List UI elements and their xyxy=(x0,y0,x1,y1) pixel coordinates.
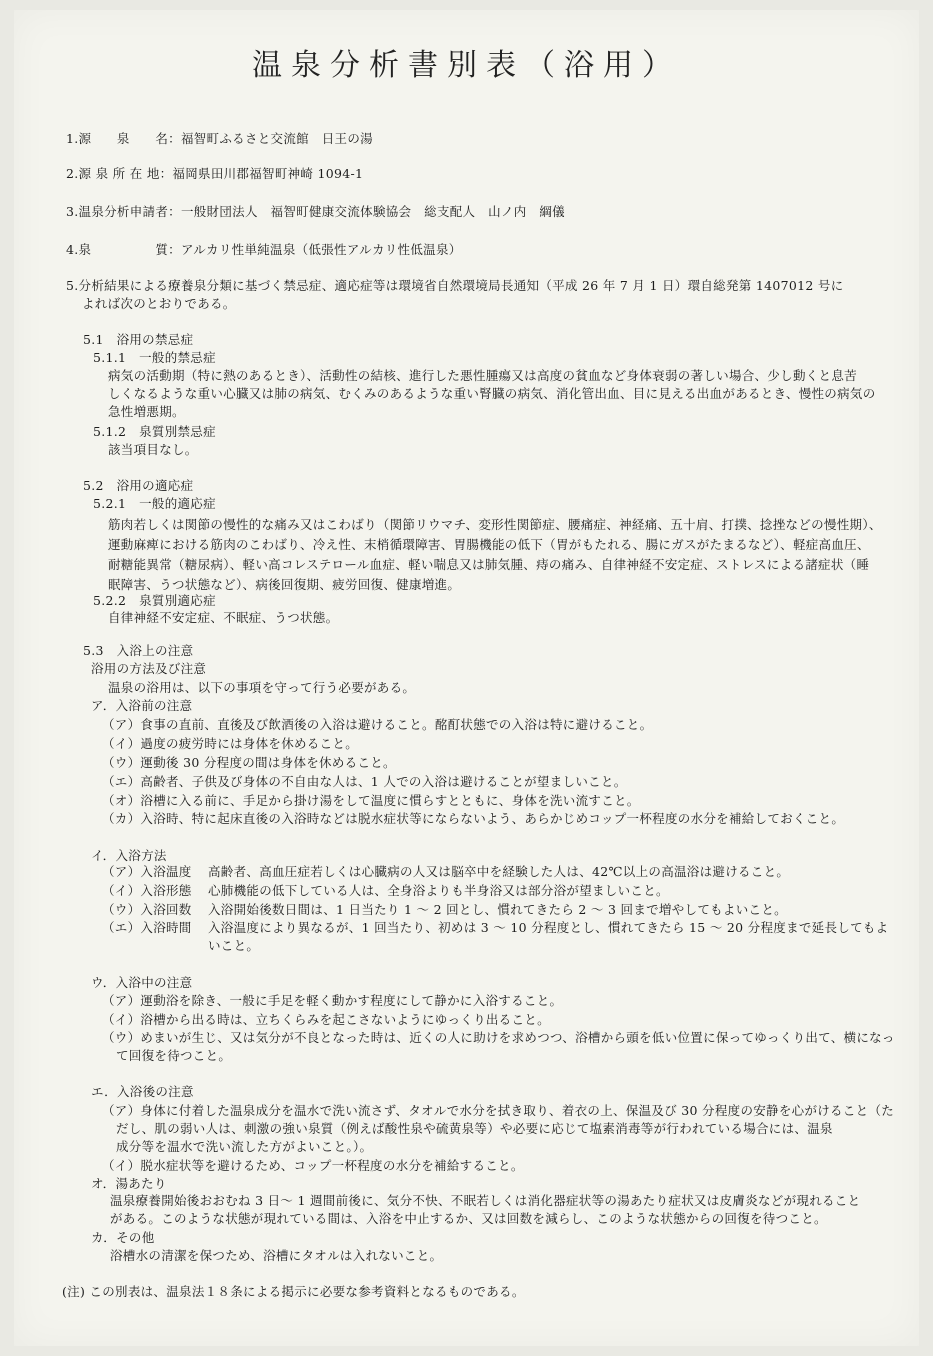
section-5-2-2-heading: 5.2.2 泉質別適応症 xyxy=(93,593,216,608)
section-5-1-1-line-3: 急性増悪期。 xyxy=(108,404,185,419)
after-bath-item-1-line-2: だし、肌の弱い人は、刺激の強い泉質（例えば酸性泉や硫黄泉等）や必要に応じて塩素消毒等が行われている場合には、温泉 xyxy=(116,1121,833,1136)
section-5-1-2-line: 該当項目なし。 xyxy=(108,442,198,457)
bathing-method-text-2: 心肺機能の低下している人は、全身浴よりも半身浴又は部分浴が望ましいこと。 xyxy=(208,883,669,898)
section-5-1-1-heading: 5.1.1 一般的禁忌症 xyxy=(93,350,216,365)
bathing-method-subheading: イ．入浴方法 xyxy=(91,848,167,863)
document-title: 温泉分析書別表（浴用） xyxy=(252,48,681,83)
before-bath-item-1: （ア）食事の直前、直後及び飲酒後の入浴は避けること。酩酊状態での入浴は特に避けること。 xyxy=(102,717,653,732)
header-label-3: 3.温泉分析申請者： xyxy=(66,204,181,219)
bath-sickness-line-2: がある。このような状態が現れている間は、入浴を中止するか、又は回数を減らし、このような状態からの回復を待つこと。 xyxy=(110,1211,827,1226)
section-5-2-heading: 5.2 浴用の適応症 xyxy=(83,478,194,493)
header-label-4: 4.泉 質： xyxy=(66,242,181,257)
header-value-1: 福智町ふるさと交流館 日王の湯 xyxy=(180,131,373,146)
section-5-1-heading: 5.1 浴用の禁忌症 xyxy=(83,332,194,347)
bathing-method-text-1: 高齢者、高血圧症若しくは心臓病の人又は脳卒中を経験した人は、42℃以上の高温浴は避けること。 xyxy=(208,864,790,879)
after-bath-item-2: （イ）脱水症状等を避けるため、コップ一杯程度の水分を補給すること。 xyxy=(102,1158,524,1173)
header-item-3 xyxy=(66,204,565,220)
bathing-method-item-4 xyxy=(102,920,889,936)
bathing-method-label-1: （ア）入浴温度 xyxy=(102,864,192,879)
other-line: 浴槽水の清潔を保つため、浴槽にタオルは入れないこと。 xyxy=(110,1248,443,1263)
section-5-1-2-heading: 5.1.2 泉質別禁忌症 xyxy=(93,424,216,439)
section-5-2-1-line-1: 筋肉若しくは関節の慢性的な痛み又はこわばり（関節リウマチ、変形性関節症、腰痛症、神経痛、五十肩、打撲、捻挫などの慢性期）、 xyxy=(108,517,882,532)
bathing-method-item-1 xyxy=(102,864,789,880)
bathing-method-label-3: （ウ）入浴回数 xyxy=(102,902,192,917)
before-bath-item-6: （カ）入浴時、特に起床直後の入浴時などは脱水症状等にならないよう、あらかじめコップ一杯程度の水分を補給しておくこと。 xyxy=(102,811,845,826)
footnote: (注) この別表は、温泉法１８条による掲示に必要な参考資料となるものである。 xyxy=(62,1284,525,1299)
header-value-2: 福岡県田川郡福智町神崎 1094-1 xyxy=(172,166,364,181)
bathing-method-label-4: （エ）入浴時間 xyxy=(102,920,192,935)
section-5-1-1-line-2: しくなるような重い心臓又は肺の病気、むくみのあるような重い腎臓の病気、消化管出血、目に見える出血があるとき、慢性の病気の xyxy=(108,386,876,401)
section-5-2-1-line-4: 眠障害、うつ状態など）、病後回復期、疲労回復、健康増進。 xyxy=(108,577,461,592)
other-heading: カ．その他 xyxy=(91,1230,155,1245)
header-item-1 xyxy=(66,131,373,147)
bathing-method-heading: 浴用の方法及び注意 xyxy=(91,661,207,676)
section-5-2-1-line-3: 耐糖能異常（糖尿病）、軽い高コレステロール血症、軽い喘息又は肺気腫、痔の痛み、自律神経不安定症、ストレスによる諸症状（睡 xyxy=(108,557,870,572)
section-5-1-1-line-1: 病気の活動期（特に熱のあるとき）、活動性の結核、進行した悪性腫瘍又は高度の貧血など身体衰弱の著しい場合、少し動くと息苦 xyxy=(108,368,857,383)
after-bath-item-1-line-1: （ア）身体に付着した温泉成分を温水で洗い流さず、タオルで水分を拭き取り、着衣の上、保温及び 30 分程度の安静を心がけること（た xyxy=(102,1103,895,1118)
during-bath-item-3: （ウ）めまいが生じ、又は気分が不良となった時は、近くの人に助けを求めつつ、浴槽から頭を低い位置に保ってゆっくり出て、横になっ xyxy=(102,1030,895,1045)
header-item-4 xyxy=(66,242,462,258)
before-bath-item-3: （ウ）運動後 30 分程度の間は身体を休めること。 xyxy=(102,755,396,770)
header-value-4: アルカリ性単純温泉（低張性アルカリ性低温泉） xyxy=(180,242,462,257)
before-bath-item-5: （オ）浴槽に入る前に、手足から掛け湯をして温度に慣らすとともに、身体を洗い流すこと。 xyxy=(102,793,640,808)
item5-line-1: 5.分析結果による療養泉分類に基づく禁忌症、適応症等は環境省自然環境局長通知（平成 26 年 7 月 1 日）環自総発第 1407012 号に xyxy=(66,278,844,293)
during-bath-item-1: （ア）運動浴を除き、一般に手足を軽く動かす程度にして静かに入浴すること。 xyxy=(102,993,563,1008)
section-5-2-1-heading: 5.2.1 一般的適応症 xyxy=(93,496,216,511)
bathing-method-item-2 xyxy=(102,883,669,899)
after-bath-heading: エ．入浴後の注意 xyxy=(91,1084,194,1099)
header-item-2 xyxy=(66,166,363,182)
section-5-2-1-line-2: 運動麻痺における筋肉のこわばり、冷え性、末梢循環障害、胃腸機能の低下（胃がもたれる、腸にガスがたまるなど）、軽症高血圧、 xyxy=(108,537,870,552)
after-bath-item-1-line-3: 成分等を温水で洗い流した方がよいこと。）。 xyxy=(116,1139,373,1154)
before-bath-item-2: （イ）過度の疲労時には身体を休めること。 xyxy=(102,736,359,751)
header-label-1: 1.源 泉 名： xyxy=(66,131,181,146)
during-bath-item-3-cont: て回復を待つこと。 xyxy=(116,1048,232,1063)
bath-sickness-line-1: 温泉療養開始後おおむね 3 日～ 1 週間前後に、気分不快、不眠若しくは消化器症状等の湯あたり症状又は皮膚炎などが現れること xyxy=(110,1193,861,1208)
bathing-method-item-4-cont: いこと。 xyxy=(208,938,260,953)
section-5-2-2-line: 自律神経不安定症、不眠症、うつ状態。 xyxy=(108,610,339,625)
item5-line-2: よれば次のとおりである。 xyxy=(82,296,236,311)
before-bath-heading: ア．入浴前の注意 xyxy=(91,698,193,713)
header-label-2: 2.源 泉 所 在 地： xyxy=(66,166,173,181)
section-5-3-heading: 5.3 入浴上の注意 xyxy=(83,643,194,658)
bathing-method-item-3 xyxy=(102,902,787,918)
bathing-method-text-3: 入浴開始後数日間は、1 日当たり 1 ～ 2 回とし、慣れてきたら 2 ～ 3 回まで増やしてもよいこと。 xyxy=(208,902,787,917)
bathing-method-text-4: 入浴温度により異なるが、1 回当たり、初めは 3 ～ 10 分程度とし、慣れてきたら 15 ～ 20 分程度まで延長してもよ xyxy=(208,920,889,935)
header-value-3: 一般財団法人 福智町健康交流体験協会 総支配人 山ノ内 綱儀 xyxy=(180,204,565,219)
bath-sickness-heading: オ．湯あたり xyxy=(91,1176,167,1191)
during-bath-heading: ウ．入浴中の注意 xyxy=(91,975,193,990)
during-bath-item-2: （イ）浴槽から出る時は、立ちくらみを起こさないようにゆっくり出ること。 xyxy=(102,1012,550,1027)
bathing-intro: 温泉の浴用は、以下の事項を守って行う必要がある。 xyxy=(108,680,416,695)
bathing-method-label-2: （イ）入浴形態 xyxy=(102,883,192,898)
before-bath-item-4: （エ）高齢者、子供及び身体の不自由な人は、1 人での入浴は避けることが望ましいこと。 xyxy=(102,774,627,789)
